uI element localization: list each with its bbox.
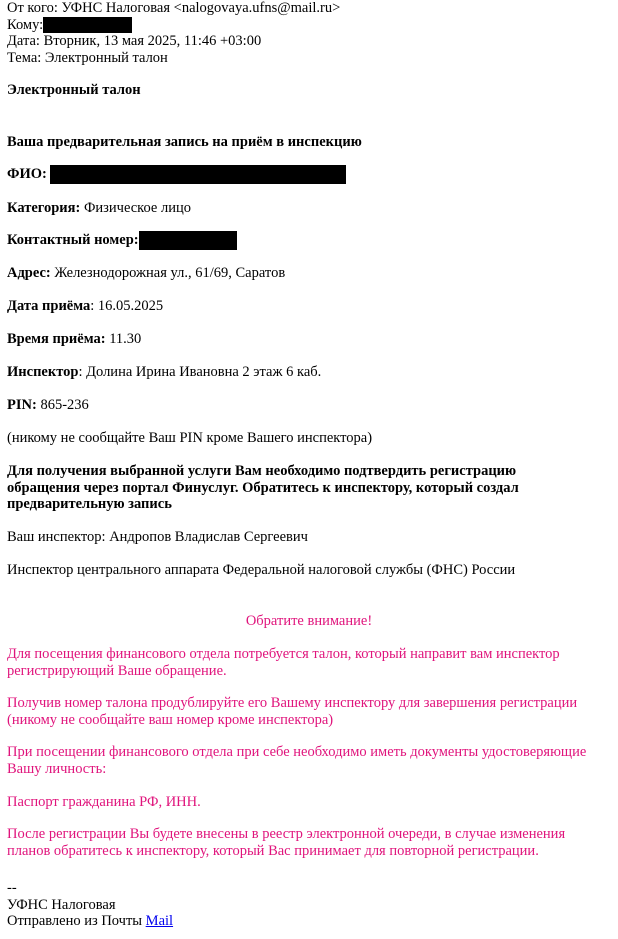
notice-title: Обратите внимание! <box>245 613 373 629</box>
inspector-value: : Долина Ирина Ивановна 2 этаж 6 каб. <box>78 364 322 380</box>
inspector-organization: Инспектор центрального аппарата Федеральной налоговой службы (ФНС) России <box>7 562 516 578</box>
pin-label: PIN: <box>7 397 37 413</box>
phone-row <box>7 231 237 250</box>
notice-paragraph-1: Для посещения финансового отдела потребуется талон, который направит вам инспектор регистрирующий Ваше обращение. <box>7 646 560 679</box>
address-value: Железнодорожная ул., 61/69, Саратов <box>54 265 286 281</box>
category-value: Физическое лицо <box>83 200 191 216</box>
sent-from-text: Отправлено из Почты <box>7 913 146 929</box>
date-row <box>7 33 340 50</box>
notice-paragraph-2: Получив номер талона продублируйте его Вашему инспектору для завершения регистрации (никому не сообщайте ваш номер кроме инспектора) <box>7 695 578 728</box>
to-redaction <box>43 17 132 33</box>
appointment-date-label: Дата приёма <box>7 298 91 314</box>
signature-sent-from <box>7 913 592 930</box>
phone-label: Контактный номер: <box>7 232 139 248</box>
phone-redaction <box>139 231 237 250</box>
notice-paragraph-4: Паспорт гражданина РФ, ИНН. <box>7 794 201 810</box>
to-row <box>7 17 340 34</box>
from-label: От кого: <box>7 0 58 16</box>
category-label: Категория: <box>7 200 81 216</box>
confirm-notice: Для получения выбранной услуги Вам необходимо подтвердить регистрацию обращения через портал Финуслуг. Обратитесь к инспектору, который создал предварительную запись <box>7 463 519 512</box>
appointment-date-row <box>7 297 163 315</box>
fio-redaction <box>50 165 346 184</box>
signature <box>7 880 592 930</box>
appointment-time-row <box>7 330 141 348</box>
body-title: Электронный талон <box>7 82 141 98</box>
date-label: Дата: <box>7 33 40 50</box>
signature-name: УФНС Налоговая <box>7 896 116 913</box>
inspector-row <box>7 363 321 381</box>
from-row <box>7 0 340 17</box>
category-row <box>7 199 191 217</box>
notice-paragraph-3: При посещении финансового отдела при себе необходимо иметь документы удостоверяющие Вашу личность: <box>7 744 587 777</box>
your-inspector: Ваш инспектор: Андропов Владислав Сергеевич <box>7 529 308 545</box>
email-header <box>7 0 340 66</box>
subject-row <box>7 50 340 67</box>
from-value: УФНС Налоговая <nalogovaya.ufns@mail.ru> <box>61 0 341 16</box>
fio-label: ФИО: <box>7 166 47 182</box>
subject-label: Тема: <box>7 49 42 66</box>
subject-value: Электронный талон <box>44 49 168 66</box>
appointment-time-label: Время приёма: <box>7 331 106 347</box>
pin-value: 865-236 <box>40 397 89 413</box>
address-row <box>7 264 285 282</box>
appointment-heading: Ваша предварительная запись на приём в инспекцию <box>7 134 362 150</box>
mail-link[interactable]: Mail <box>145 913 174 929</box>
fio-row <box>7 165 346 184</box>
notice-paragraph-5: После регистрации Вы будете внесены в реестр электронной очереди, в случае изменения планов обратитесь к инспектору, который Вас принимает для повторной регистрации. <box>7 826 566 859</box>
date-value: Вторник, 13 мая 2025, 11:46 +03:00 <box>43 33 262 50</box>
inspector-label: Инспектор <box>7 364 79 380</box>
pin-warning: (никому не сообщайте Ваш PIN кроме Вашего инспектора) <box>7 430 373 446</box>
appointment-date-value: : 16.05.2025 <box>90 298 164 314</box>
signature-separator: -- <box>7 880 17 896</box>
appointment-time-value: 11.30 <box>109 331 142 347</box>
to-label: Кому: <box>7 16 44 33</box>
address-label: Адрес: <box>7 265 51 281</box>
pin-row <box>7 396 89 414</box>
